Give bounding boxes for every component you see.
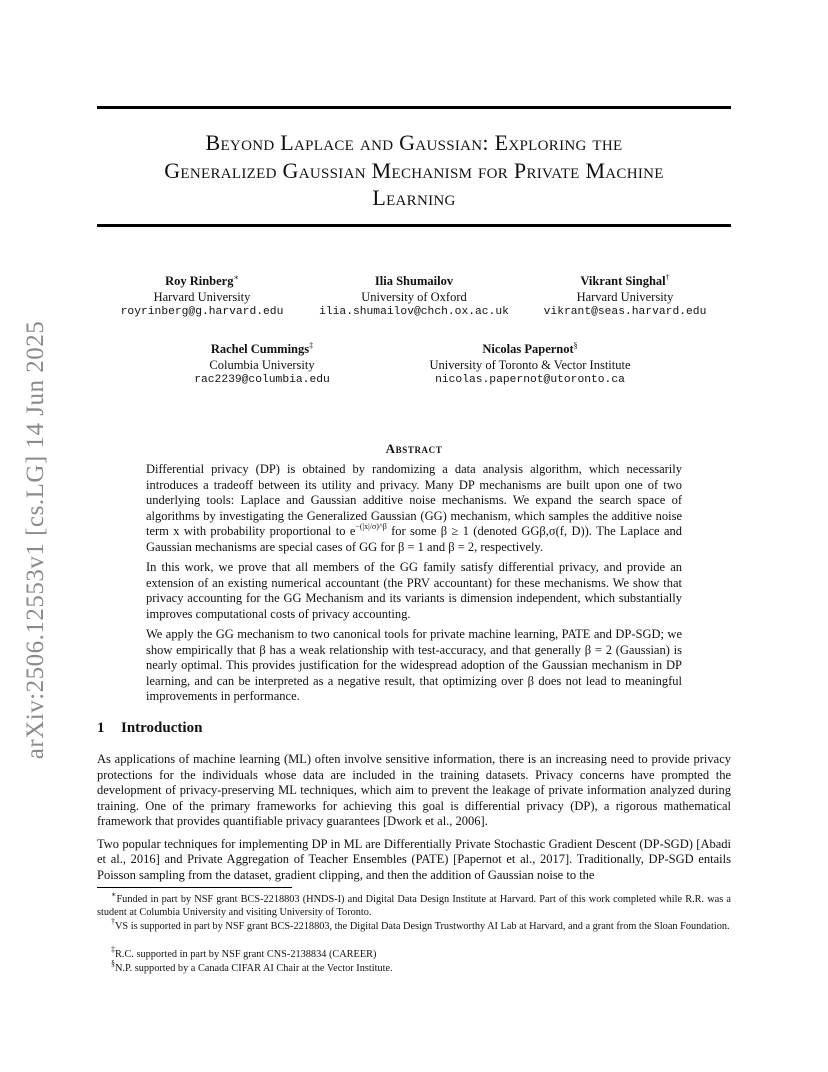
author-mark: ∗ (233, 273, 239, 282)
section-number: 1 (97, 720, 105, 736)
section-title: Introduction (121, 720, 203, 736)
author-affiliation: Harvard University (153, 289, 251, 304)
author-affiliation: University of Oxford (361, 289, 467, 304)
footnote-text: N.P. supported by a Canada CIFAR AI Chair at the Vector Institute. (115, 963, 393, 974)
body-paragraph: As applications of machine learning (ML) often involve sensitive information, there is an increasing need to provide privacy protections for the individuals whose data are included in the training datasets. Privacy concerns have prompted the development of privacy-preserving ML techniques, which aim to prevent the leakage of private information analyzed during training. One of the primary frameworks for achieving this goal is differential privacy (DP), a rigorous mathematical framework that provides quantifiable privacy guarantees [Dwork et al., 2006]. (97, 752, 731, 828)
abstract-p1-text: Differential privacy (DP) is obtained by randomizing a data analysis algorithm, which necessarily introduces a tradeoff between its utility and privacy. Many DP mechanisms are built upon one of two underlying tools: Laplace and Gaussian additive noise mechanisms. We expand the search space of algorithms by investigating the Generalized Gaussian (GG) mechanism, which samples the additive noise term x with probability proportional to e (146, 462, 682, 538)
author-email[interactable]: rac2239@columbia.edu (194, 374, 330, 386)
footnote-text: Funded in part by NSF grant BCS-2218803 (HNDS-I) and Digital Data Design Institute at Harvard. Part of this work completed while R.R. was a student at Columbia University and visiting University of Toronto. (97, 894, 731, 918)
footnote-text: VS is supported in part by NSF grant BCS-2218803, the Digital Data Design Trustworthy AI Lab at Harvard, and a grant from the Sloan Foundation. (115, 921, 730, 932)
abstract-paragraph: We apply the GG mechanism to two canonical tools for private machine learning, PATE and DP-SGD; we show empirically that β has a weak relationship with test-accuracy, and that generally β = 2 (Gaussian) is nearly optimal. This provides justification for the widespread adoption of the Gaussian mechanism in DP learning, and can be interpreted as a negative result, that optimizing over β does not lead to meaningful improvements in performance. (146, 627, 682, 703)
footnote (97, 959, 731, 975)
author-affiliation: Columbia University (209, 357, 315, 372)
abstract-paragraph: In this work, we prove that all members of the GG family satisfy differential privacy, and provide an extension of an existing numerical accountant (the PRV accountant) for these mechanisms. We show that privacy accounting for the GG Mechanism and its variants is dimension independent, which substantially improves computational costs of privacy accounting. (146, 560, 682, 621)
section-body (97, 752, 731, 888)
arxiv-stamp-text: arXiv:2506.12553v1 [cs.LG] 14 Jun 2025 (22, 320, 49, 760)
author-name: Rachel Cummings (210, 342, 310, 356)
paper-title (97, 129, 731, 212)
title-rule-bottom (97, 224, 731, 227)
author-block (102, 274, 302, 321)
author-mark: ‡ (309, 341, 314, 350)
abstract-body (146, 462, 682, 710)
author-affiliation: Harvard University (576, 289, 674, 304)
author-email[interactable]: vikrant@seas.harvard.edu (543, 306, 707, 318)
abstract-heading: Abstract (385, 441, 443, 456)
author-mark: § (573, 341, 578, 350)
author-email[interactable]: ilia.shumailov@chch.ox.ac.uk (319, 306, 509, 318)
footnote-mark: ∗ (111, 890, 117, 899)
author-name: Ilia Shumailov (374, 274, 454, 288)
author-name: Roy Rinberg (165, 274, 234, 288)
author-block (304, 274, 524, 321)
footnote-mark: † (111, 917, 115, 926)
title-rule-top (97, 106, 731, 109)
footnote (97, 890, 731, 919)
footnote (97, 945, 731, 961)
footnote (97, 917, 731, 933)
author-name: Nicolas Papernot (482, 342, 574, 356)
section-heading (97, 720, 202, 737)
title-line-1: Beyond Laplace and Gaussian: Exploring the (205, 130, 623, 155)
author-block (412, 342, 648, 389)
abstract-p1-text-cont: for some β ≥ 1 (denoted GGβ,σ(f, D)). The Laplace and Gaussian mechanisms are special cases of GG for β = 1 and β = 2, respectively. (146, 524, 682, 554)
body-paragraph: Two popular techniques for implementing DP in ML are Differentially Private Stochastic Gradient Descent (DP-SGD) [Abadi et al., 2016] and Private Aggregation of Teacher Ensembles (PATE) [Papernot et al., 2017]. Traditionally, DP-SGD entails Poisson sampling from the dataset, gradient clipping, and then the addition of Gaussian noise to the (97, 836, 731, 882)
author-affiliation: University of Toronto & Vector Institute (429, 357, 631, 372)
author-name: Vikrant Singhal (580, 274, 666, 288)
title-line-3: Learning (372, 185, 456, 210)
title-line-2: Generalized Gaussian Mechanism for Private Machine (164, 157, 664, 183)
abstract-paragraph (146, 462, 682, 555)
arxiv-stamp (16, 305, 56, 775)
author-email[interactable]: nicolas.papernot@utoronto.ca (435, 374, 625, 386)
footnote-rule (97, 887, 292, 888)
author-block (172, 342, 352, 389)
footnote-text: R.C. supported in part by NSF grant CNS-2138834 (CAREER) (115, 949, 377, 960)
author-block (530, 274, 720, 321)
noise-exponent: −(|x|/σ)^β (355, 522, 387, 531)
author-mark: † (665, 273, 670, 282)
footnote-mark: § (111, 959, 115, 968)
author-email[interactable]: royrinberg@g.harvard.edu (120, 306, 284, 318)
footnote-mark: ‡ (111, 945, 115, 954)
